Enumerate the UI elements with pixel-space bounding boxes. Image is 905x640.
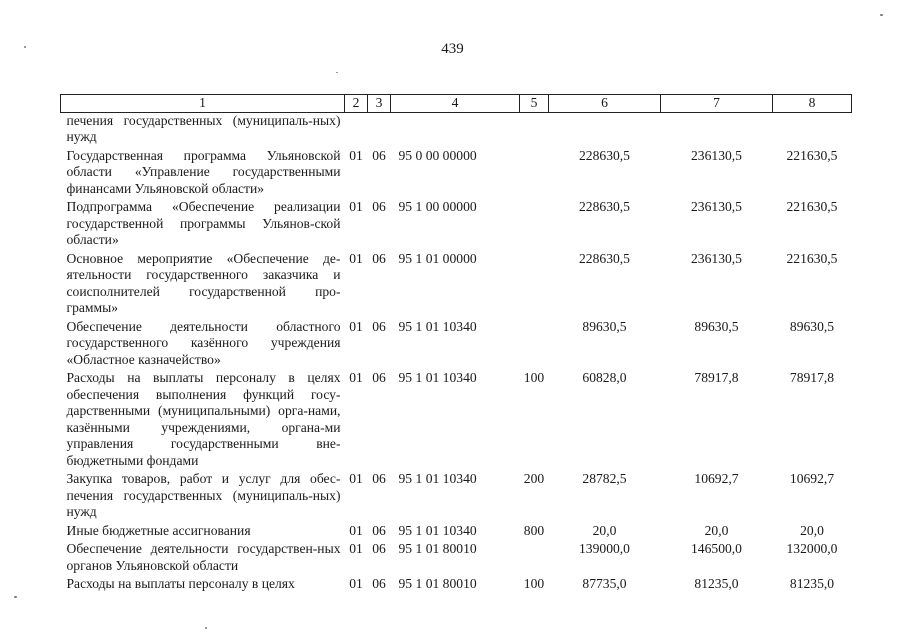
table-row bbox=[61, 523, 852, 542]
row-subsection: 06 bbox=[372, 199, 386, 214]
table-row bbox=[61, 541, 852, 576]
row-amount-col6 bbox=[549, 112, 661, 148]
row-name: Обеспечение деятельности областного государственного казённого учреждения «Областное казначейство» bbox=[66, 318, 341, 367]
row-amount-col6: 228630,5 bbox=[579, 147, 630, 163]
row-target-code: 95 1 01 10340 bbox=[398, 318, 477, 334]
row-expense-type bbox=[520, 112, 549, 148]
budget-table bbox=[60, 94, 852, 595]
row-amount-col6: 87735,0 bbox=[582, 576, 627, 591]
row-section: 01 bbox=[349, 522, 363, 538]
header-col-2: 2 bbox=[345, 95, 368, 113]
row-expense-type: 100 bbox=[523, 576, 545, 591]
row-amount-col8 bbox=[773, 112, 852, 148]
row-target-code: 95 1 01 00000 bbox=[398, 250, 477, 266]
row-section: 01 bbox=[349, 576, 363, 591]
header-col-4: 4 bbox=[391, 95, 520, 113]
row-expense-type bbox=[520, 148, 549, 200]
row-expense-type bbox=[520, 251, 549, 319]
table-row bbox=[61, 148, 852, 200]
row-subsection: 06 bbox=[372, 370, 386, 385]
page-number: 439 bbox=[441, 41, 464, 57]
row-target-code: 95 1 01 10340 bbox=[398, 471, 477, 486]
row-amount-col7 bbox=[661, 112, 773, 148]
row-section bbox=[345, 112, 368, 148]
row-expense-type bbox=[520, 199, 549, 251]
row-amount-col7: 81235,0 bbox=[694, 576, 739, 591]
row-name: Расходы на выплаты персоналу в целях bbox=[66, 576, 295, 591]
row-amount-col8: 78917,8 bbox=[789, 370, 835, 385]
row-name: Государственная программа Ульяновской области «Управление государственными финансами Ульяновской области» bbox=[66, 147, 341, 196]
row-amount-col6: 89630,5 bbox=[582, 318, 627, 334]
row-name: печения государственных (муниципаль-ных) нужд bbox=[66, 112, 341, 144]
row-amount-col8: 10692,7 bbox=[789, 471, 835, 486]
row-amount-col8: 81235,0 bbox=[789, 576, 835, 591]
scan-speck bbox=[336, 72, 338, 73]
row-amount-col7: 146500,0 bbox=[691, 541, 742, 556]
row-target-code: 95 1 01 80010 bbox=[398, 576, 477, 591]
row-amount-col6: 20,0 bbox=[592, 522, 617, 538]
row-section: 01 bbox=[349, 199, 363, 214]
row-amount-col8: 221630,5 bbox=[786, 250, 838, 266]
row-expense-type: 100 bbox=[523, 370, 545, 385]
row-target-code: 95 1 01 10340 bbox=[398, 370, 477, 385]
header-col-5: 5 bbox=[520, 95, 549, 113]
header-col-7: 7 bbox=[661, 95, 773, 113]
table-row bbox=[61, 112, 852, 148]
row-amount-col7: 236130,5 bbox=[691, 250, 742, 266]
row-amount-col6: 228630,5 bbox=[579, 199, 630, 214]
row-amount-col8: 20,0 bbox=[800, 522, 824, 538]
row-amount-col7: 236130,5 bbox=[691, 147, 742, 163]
row-name: Расходы на выплаты персоналу в целях обеспечения выполнения функций госу-дарственными (муниципальными) орга-нами, казёнными учреждениями, органа-ми управления государственными вне-бюджетными фондами bbox=[66, 370, 341, 468]
row-target-code: 95 0 00 00000 bbox=[398, 147, 477, 163]
scan-speck bbox=[24, 46, 26, 48]
row-amount-col8: 132000,0 bbox=[786, 541, 838, 556]
header-col-1: 1 bbox=[61, 95, 345, 113]
row-section: 01 bbox=[349, 318, 363, 334]
row-section: 01 bbox=[349, 147, 363, 163]
row-amount-col7: 10692,7 bbox=[694, 471, 739, 486]
row-subsection bbox=[368, 112, 391, 148]
table-row bbox=[61, 199, 852, 251]
row-subsection: 06 bbox=[372, 147, 386, 163]
row-name: Основное мероприятие «Обеспечение де-ятельности государственного заказчика и соисполнителей государственной про-граммы» bbox=[66, 250, 341, 315]
row-name: Закупка товаров, работ и услуг для обес-печения государственных (муниципаль-ных) нужд bbox=[66, 471, 341, 519]
row-amount-col6: 139000,0 bbox=[579, 541, 630, 556]
table-row bbox=[61, 471, 852, 523]
table-row bbox=[61, 576, 852, 595]
row-expense-type: 800 bbox=[523, 522, 545, 538]
row-target-code: 95 1 01 10340 bbox=[398, 522, 477, 538]
row-subsection: 06 bbox=[372, 576, 386, 591]
row-section: 01 bbox=[349, 370, 363, 385]
row-amount-col7: 89630,5 bbox=[694, 318, 739, 334]
row-expense-type: 200 bbox=[523, 471, 545, 486]
row-subsection: 06 bbox=[372, 250, 386, 266]
row-amount-col6: 60828,0 bbox=[582, 370, 627, 385]
row-amount-col7: 20,0 bbox=[704, 522, 729, 538]
row-section: 01 bbox=[349, 250, 363, 266]
row-amount-col8: 221630,5 bbox=[786, 147, 838, 163]
row-target-code: 95 1 00 00000 bbox=[398, 199, 477, 214]
row-target-code bbox=[391, 112, 520, 148]
table-row bbox=[61, 370, 852, 471]
row-name: Иные бюджетные ассигнования bbox=[66, 522, 251, 538]
row-expense-type bbox=[520, 541, 549, 576]
header-col-6: 6 bbox=[549, 95, 661, 113]
row-subsection: 06 bbox=[372, 541, 386, 556]
row-amount-col6: 228630,5 bbox=[579, 250, 630, 266]
row-amount-col8: 89630,5 bbox=[789, 318, 835, 334]
row-expense-type bbox=[520, 319, 549, 371]
row-subsection: 06 bbox=[372, 471, 386, 486]
header-col-8: 8 bbox=[773, 95, 852, 113]
row-section: 01 bbox=[349, 541, 363, 556]
table-row bbox=[61, 251, 852, 319]
row-subsection: 06 bbox=[372, 522, 386, 538]
header-row bbox=[61, 95, 852, 113]
row-name: Подпрограмма «Обеспечение реализации государственной программы Ульянов-ской области» bbox=[66, 199, 341, 247]
scan-speck bbox=[880, 14, 883, 16]
row-amount-col7: 78917,8 bbox=[694, 370, 739, 385]
table-row bbox=[61, 319, 852, 371]
row-amount-col8: 221630,5 bbox=[786, 199, 838, 214]
row-section: 01 bbox=[349, 471, 363, 486]
header-col-3: 3 bbox=[368, 95, 391, 113]
scan-speck bbox=[205, 627, 207, 629]
row-amount-col7: 236130,5 bbox=[691, 199, 742, 214]
row-target-code: 95 1 01 80010 bbox=[398, 541, 477, 556]
scan-speck bbox=[14, 596, 17, 598]
row-amount-col6: 28782,5 bbox=[582, 471, 627, 486]
row-name: Обеспечение деятельности государствен-ных органов Ульяновской области bbox=[66, 541, 341, 573]
row-subsection: 06 bbox=[372, 318, 386, 334]
